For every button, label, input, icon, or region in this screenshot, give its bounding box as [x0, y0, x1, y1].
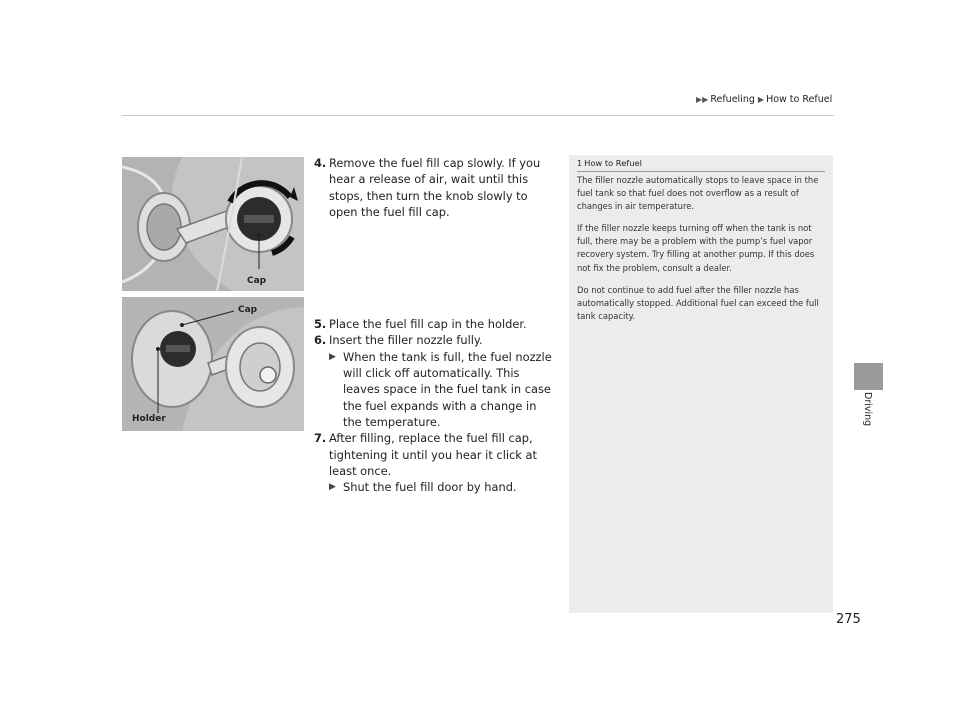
step-5	[314, 316, 558, 332]
triangle-bullet-icon: ▶	[329, 482, 336, 493]
breadcrumb-section: Refueling	[710, 94, 755, 105]
step-text: Place the fuel fill cap in the holder.	[329, 317, 527, 332]
note-paragraph: The filler nozzle automatically stops to leave space in the fuel tank so that fuel does not overflow as a result of changes in air temperature.	[577, 175, 819, 212]
cap-callout-2: Cap	[238, 305, 258, 315]
fuel-cap-removal-illustration	[122, 157, 304, 291]
note-box-body	[577, 174, 829, 332]
note-paragraph: Do not continue to add fuel after the filler nozzle has automatically stopped. Additional fuel can exceed the full tank capacity.	[577, 284, 819, 321]
step-4	[314, 155, 558, 220]
note-marker-icon: 1	[577, 158, 583, 168]
step-note-text: When the tank is full, the fuel nozzle will click off automatically. This leaves space in the fuel tank in case the fuel expands with a change in the temperature.	[343, 349, 552, 429]
cap-callout: Cap	[247, 276, 267, 286]
step-number: 4.	[314, 156, 327, 170]
chapter-tab-label: Driving	[862, 392, 873, 427]
step-7-note	[314, 479, 558, 495]
step-text: Remove the fuel fill cap slowly. If you hear a release of air, wait until this stops, then turn the knob slowly to open the fuel fill cap.	[329, 156, 541, 219]
step-number: 6.	[314, 333, 327, 348]
note-paragraph: If the filler nozzle keeps turning off when the tank is not full, there may be a problem with the pump’s fuel vapor recovery system. Try filling at another pump. If this does not fix the problem, consult a dealer.	[577, 223, 815, 273]
note-box-header	[577, 158, 642, 168]
note-box	[569, 155, 833, 613]
step-7	[314, 430, 558, 479]
breadcrumb-separator-icon: ▶	[757, 95, 765, 104]
step-text: After filling, replace the fuel fill cap, tightening it until you hear it click at least once.	[329, 431, 537, 478]
step-text: Insert the filler nozzle fully.	[329, 333, 483, 348]
breadcrumb-page: How to Refuel	[766, 94, 833, 105]
cap-in-holder-illustration	[122, 297, 304, 431]
triangle-bullet-icon: ▶	[329, 351, 336, 362]
step-note-text: Shut the fuel fill door by hand.	[343, 480, 517, 495]
step-6	[314, 332, 558, 348]
refuel-steps	[314, 155, 558, 495]
page-number: 275	[836, 612, 861, 627]
note-box-title: How to Refuel	[584, 158, 642, 168]
chapter-tab	[854, 363, 883, 390]
step-number: 5.	[314, 317, 327, 332]
step-number: 7.	[314, 431, 327, 446]
breadcrumb	[696, 94, 832, 105]
step-6-note	[314, 349, 558, 430]
holder-callout: Holder	[132, 414, 166, 424]
header-rule	[122, 115, 834, 116]
breadcrumb-arrow-icon: ▶▶	[696, 95, 709, 104]
note-box-rule	[577, 171, 825, 172]
